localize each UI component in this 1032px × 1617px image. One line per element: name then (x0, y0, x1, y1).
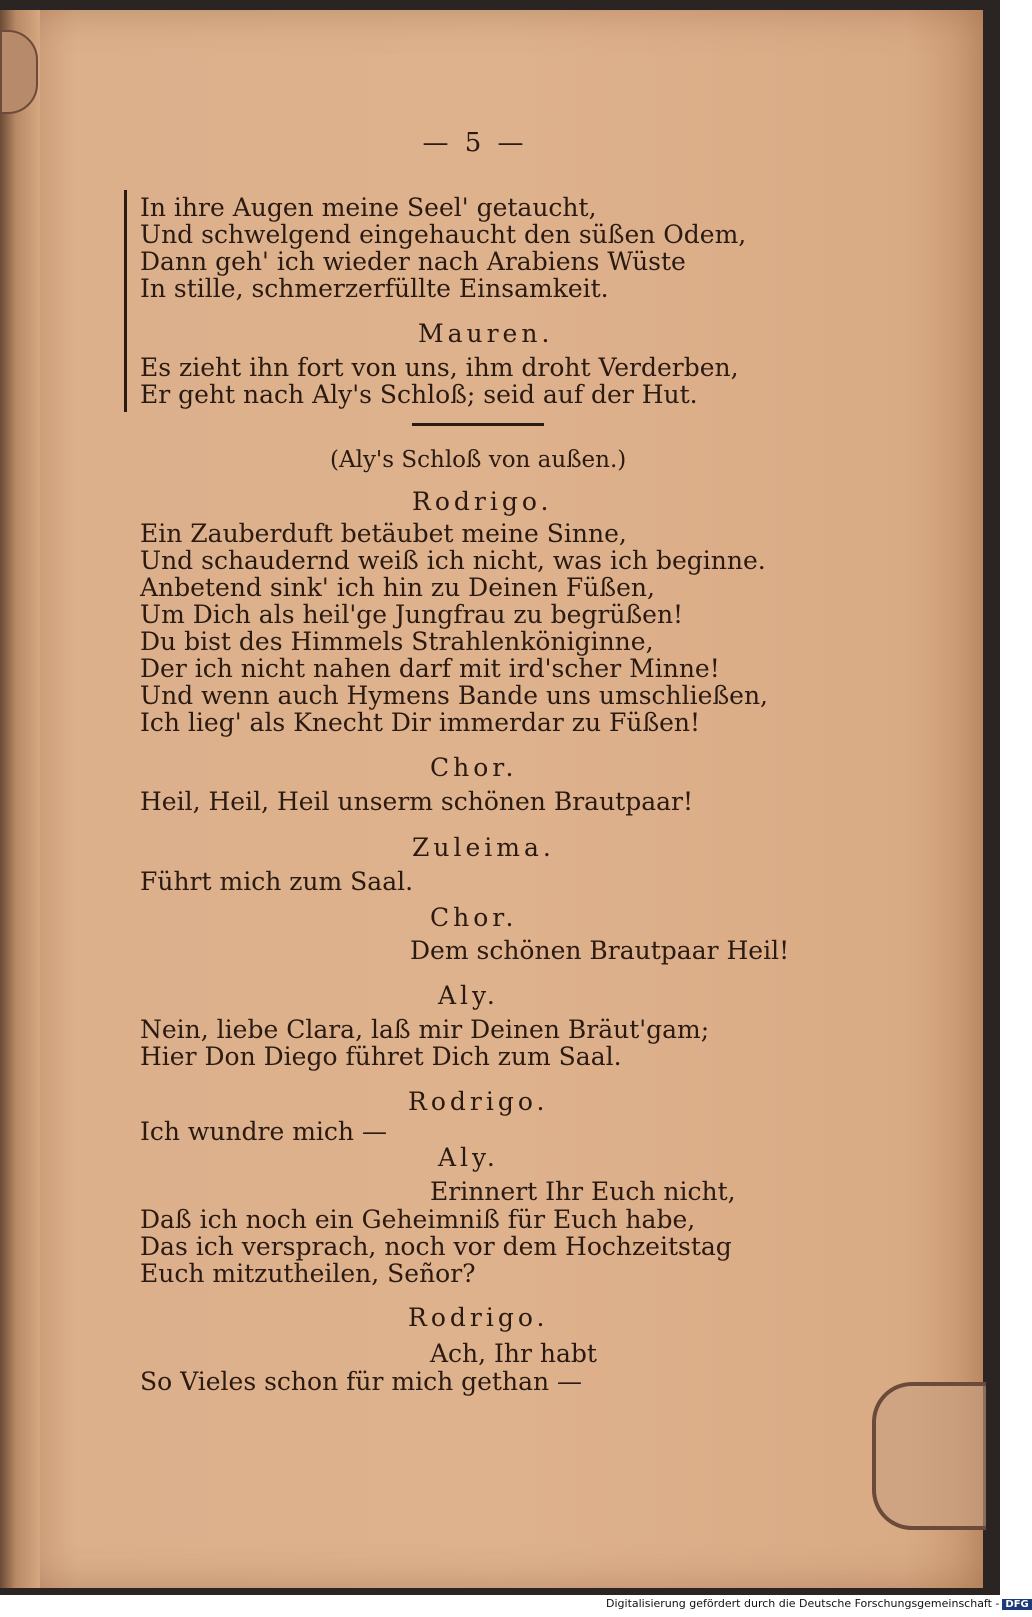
verse-line: Heil, Heil, Heil unserm schönen Brautpaar! (140, 787, 694, 816)
verse-line: Und schaudernd weiß ich nicht, was ich beginne. (140, 546, 766, 575)
verse-line: Er geht nach Aly's Schloß; seid auf der Hut. (140, 380, 698, 409)
verse-line: Dann geh' ich wieder nach Arabiens Wüste (140, 247, 686, 276)
verse-line: Um Dich als heil'ge Jungfrau zu begrüßen! (140, 600, 684, 629)
speaker-name: Rodrigo. (412, 487, 553, 516)
verse-line: Euch mitzutheilen, Señor? (140, 1259, 476, 1288)
speaker-name: Aly. (438, 981, 499, 1010)
verse-line: So Vieles schon für mich gethan — (140, 1367, 583, 1396)
verse-line: Ach, Ihr habt (430, 1339, 597, 1368)
verse-line: Führt mich zum Saal. (140, 867, 414, 896)
verse-line: Dem schönen Brautpaar Heil! (410, 936, 790, 965)
verse-line: Ich lieg' als Knecht Dir immerdar zu Füßen! (140, 708, 701, 737)
verse-bracket (124, 190, 127, 412)
verse-line: Ein Zauberduft betäubet meine Sinne, (140, 519, 627, 548)
verse-line: Und schwelgend eingehaucht den süßen Odem, (140, 220, 747, 249)
speaker-name: Rodrigo. (408, 1303, 549, 1332)
dfg-logo: DFG (1002, 1599, 1031, 1610)
speaker-name: Mauren. (418, 319, 554, 348)
verse-line: Und wenn auch Hymens Bande uns umschließen, (140, 681, 768, 710)
verse-line: Erinnert Ihr Euch nicht, (430, 1177, 736, 1206)
book-spine (0, 10, 40, 1588)
speaker-name: Aly. (438, 1143, 499, 1172)
verse-line: Es zieht ihn fort von uns, ihm droht Verderben, (140, 353, 739, 382)
verse-line: Ich wundre mich — (140, 1117, 387, 1146)
credit-text: Digitalisierung gefördert durch die Deutsche Forschungsgemeinschaft - (606, 1597, 1000, 1610)
speaker-name: Zuleima. (412, 833, 555, 862)
verse-line: Der ich nicht nahen darf mit ird'scher Minne! (140, 654, 720, 683)
page-clip (872, 1382, 986, 1530)
binding-edge (0, 30, 38, 114)
verse-line: Das ich versprach, noch vor dem Hochzeitstag (140, 1232, 732, 1261)
scene-divider (412, 423, 544, 426)
stage-direction: (Aly's Schloß von außen.) (330, 447, 627, 473)
speaker-name: Chor. (430, 753, 518, 782)
verse-line: In stille, schmerzerfüllte Einsamkeit. (140, 274, 609, 303)
verse-line: In ihre Augen meine Seel' getaucht, (140, 193, 597, 222)
digitization-credit (606, 1597, 1029, 1615)
verse-line: Du bist des Himmels Strahlenköniginne, (140, 627, 654, 656)
verse-line: Nein, liebe Clara, laß mir Deinen Bräut'gam; (140, 1015, 710, 1044)
verse-line: Anbetend sink' ich hin zu Deinen Füßen, (140, 573, 655, 602)
speaker-name: Rodrigo. (408, 1087, 549, 1116)
page-number: — 5 — (422, 128, 528, 158)
speaker-name: Chor. (430, 903, 518, 932)
verse-line: Hier Don Diego führet Dich zum Saal. (140, 1042, 622, 1071)
verse-line: Daß ich noch ein Geheimniß für Euch habe, (140, 1205, 696, 1234)
